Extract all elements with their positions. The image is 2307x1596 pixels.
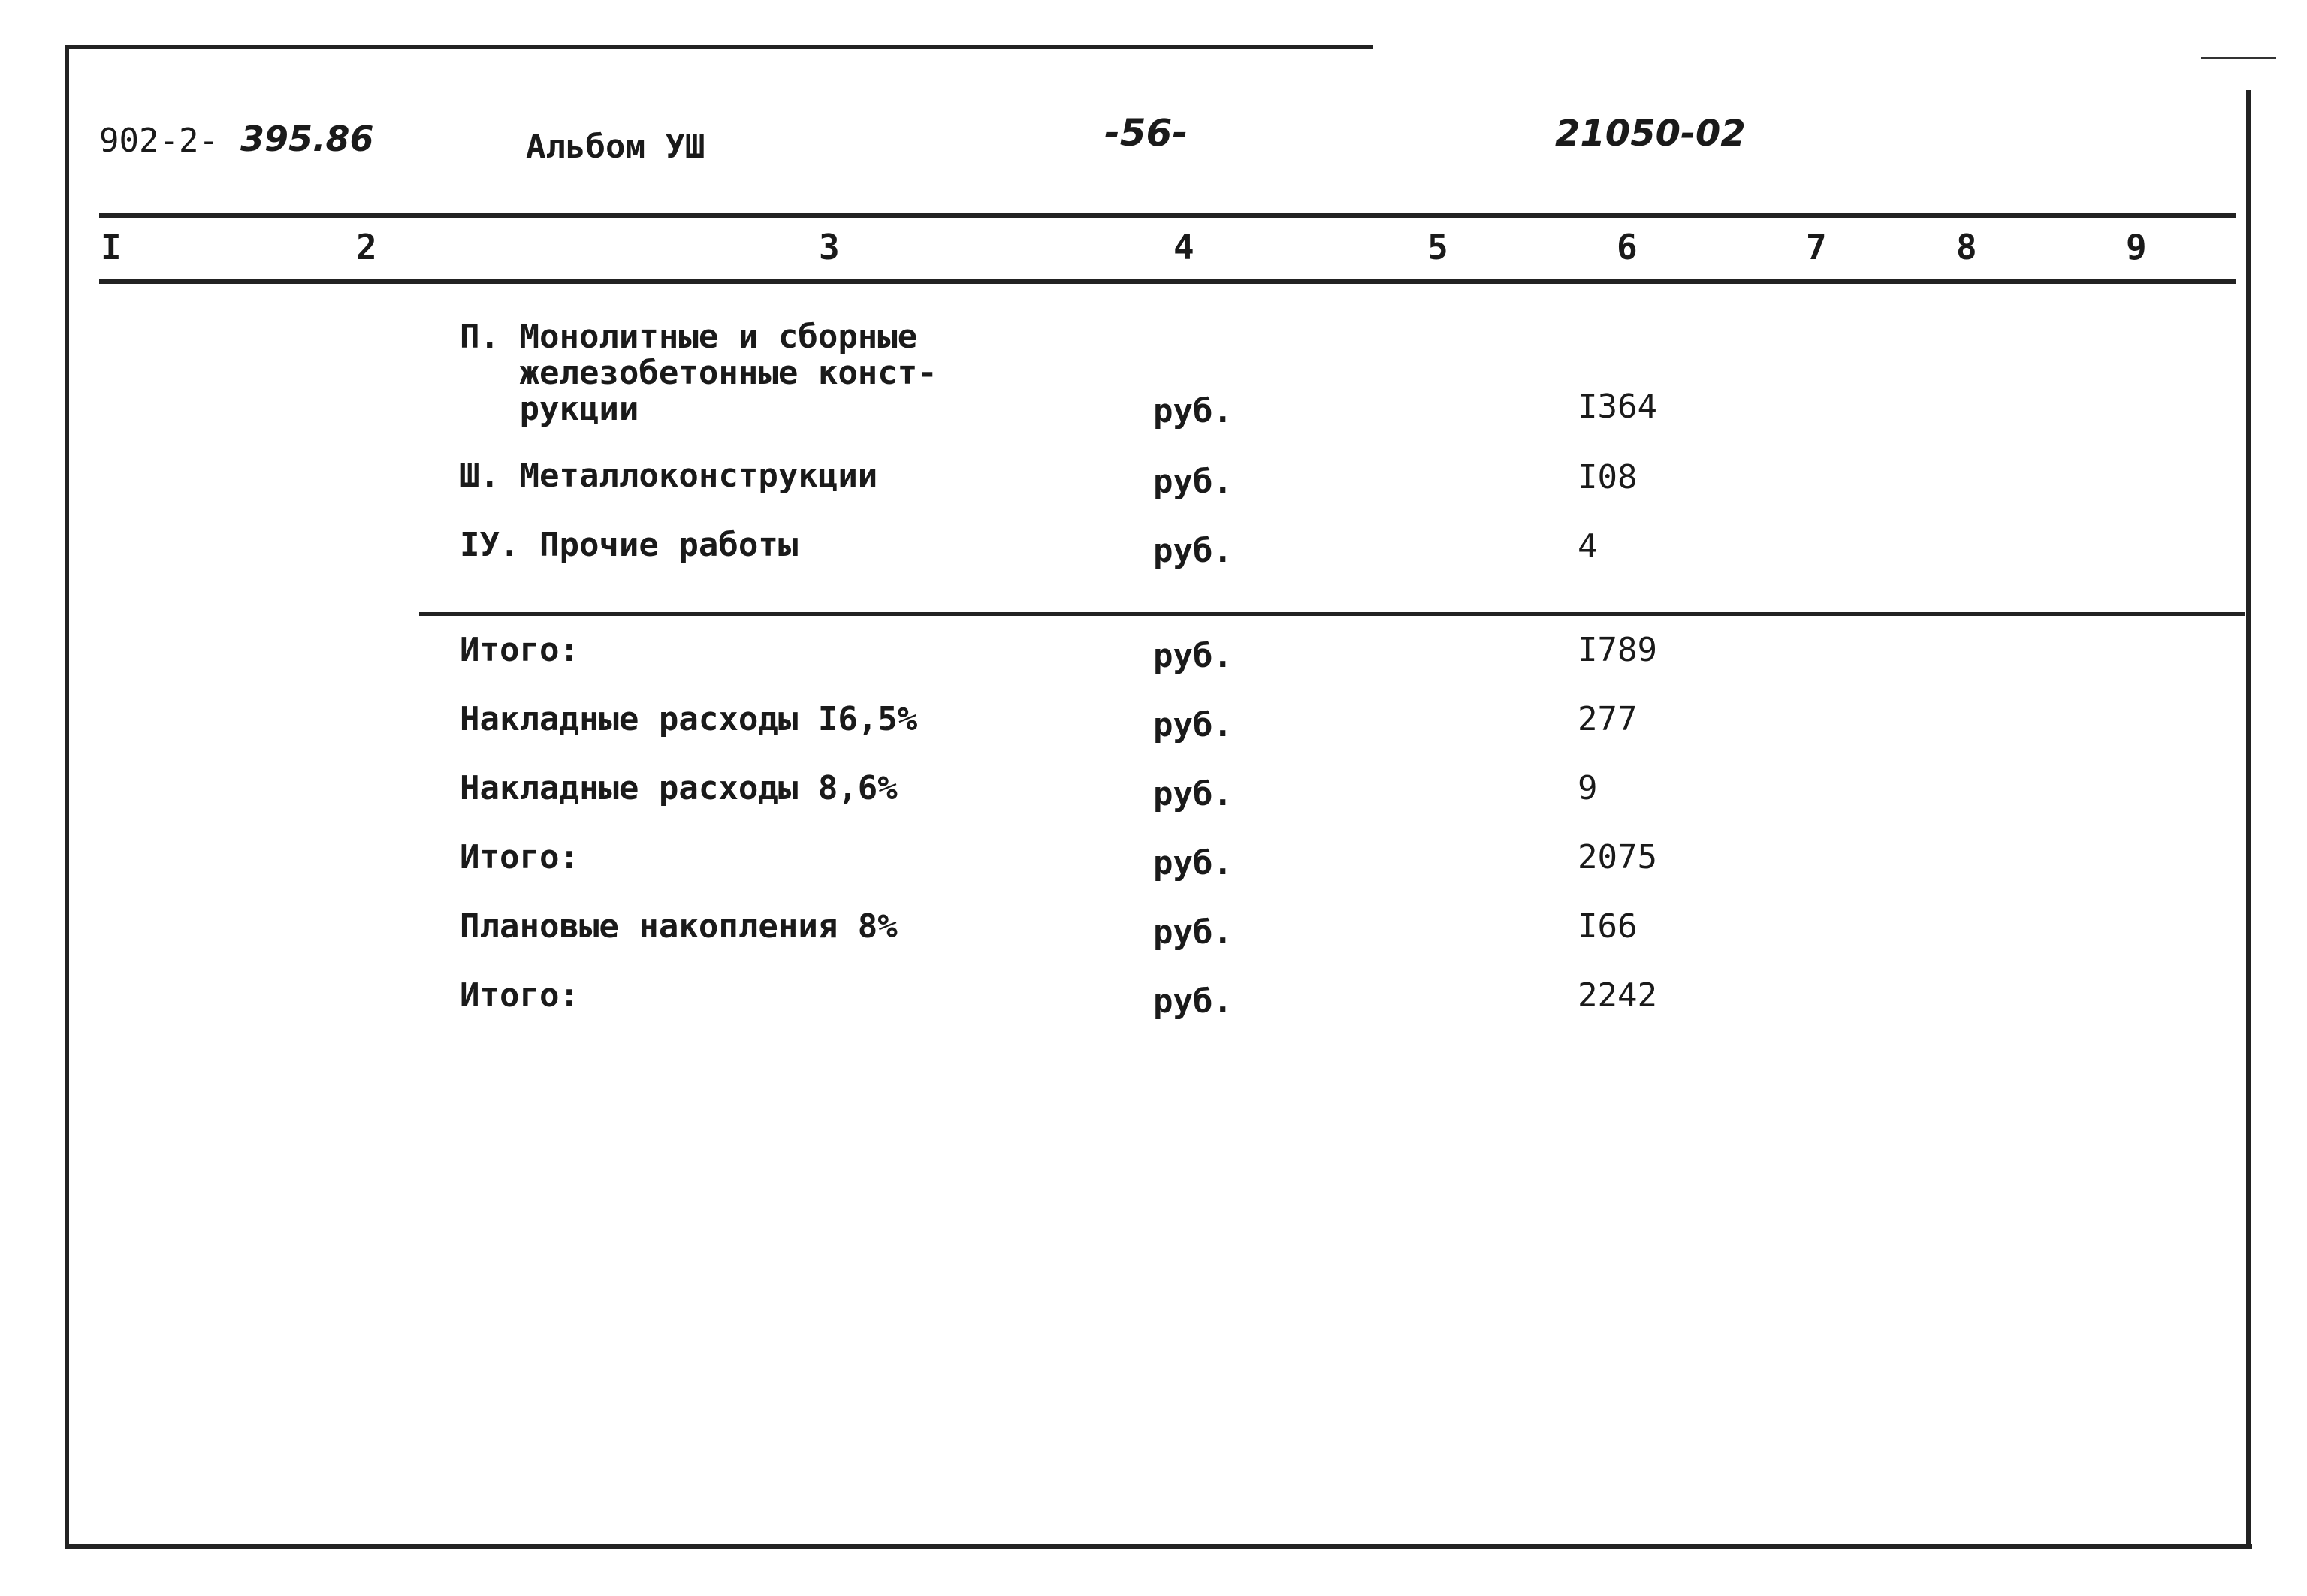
table-row-7-value: 2075	[1578, 838, 1657, 876]
table-row-5-unit: руб.	[1153, 706, 1233, 744]
table-row-4-value: I789	[1578, 631, 1657, 669]
table-row-3-name: IУ. Прочие работы	[460, 526, 799, 564]
frame-right-border	[2246, 90, 2251, 1547]
table-row-7-unit: руб.	[1153, 844, 1233, 882]
column-number-9: 9	[2126, 227, 2147, 267]
subtotal-rule	[419, 612, 2245, 616]
table-row-2-value: I08	[1578, 458, 1638, 496]
table-row-3-value: 4	[1578, 527, 1598, 566]
column-number-5: 5	[1427, 227, 1448, 267]
column-number-2: 2	[356, 227, 377, 267]
drawing-code: 902-2-	[99, 122, 219, 160]
table-row-8-name: Плановые накопления 8%	[460, 907, 898, 946]
table-row-9-unit: руб.	[1153, 982, 1233, 1021]
table-row-7-name: Итого:	[460, 838, 579, 876]
table-row-8-value: I66	[1578, 907, 1638, 946]
table-row-9-name: Итого:	[460, 976, 579, 1015]
frame-left-border	[65, 45, 69, 1547]
table-row-2-unit: руб.	[1153, 463, 1233, 501]
table-row-8-unit: руб.	[1153, 913, 1233, 952]
album-label: Альбом УШ	[526, 128, 705, 166]
table-row-6-name: Накладные расходы 8,6%	[460, 769, 898, 807]
table-row-9-value: 2242	[1578, 976, 1657, 1015]
drawing-code-handwritten: 395.86	[240, 119, 374, 159]
frame-top-stub	[2201, 57, 2276, 59]
table-row-4-name: Итого:	[460, 631, 579, 669]
table-row-5-name: Накладные расходы I6,5%	[460, 700, 918, 738]
column-number-8: 8	[1956, 227, 1977, 267]
frame-top-border	[66, 45, 1373, 49]
table-row-1-unit: руб.	[1153, 392, 1233, 430]
table-row-6-value: 9	[1578, 769, 1598, 807]
table-row-4-unit: руб.	[1153, 637, 1233, 675]
table-row-3-unit: руб.	[1153, 532, 1233, 570]
table-row-2-name: Ш. Металлоконструкции	[460, 457, 878, 495]
column-number-3: 3	[819, 227, 840, 267]
column-number-6: 6	[1617, 227, 1638, 267]
header-rule-bottom	[99, 279, 2236, 284]
table-row-1-name-line-1: П. Монолитные и сборные	[460, 318, 918, 356]
table-row-1-value: I364	[1578, 388, 1657, 426]
page-number: -56-	[1104, 111, 1188, 155]
header-rule-top	[99, 213, 2236, 218]
table-row-6-unit: руб.	[1153, 775, 1233, 813]
table-row-1-name-line-2: железобетонные конст-	[460, 354, 938, 392]
column-number-4: 4	[1173, 227, 1194, 267]
table-row-1-name	[460, 319, 938, 427]
document-number: 21050-02	[1555, 113, 1746, 155]
frame-bottom-border	[65, 1544, 2252, 1549]
table-row-1-name-line-3: рукции	[460, 390, 639, 428]
column-number-1: I	[101, 227, 122, 267]
column-number-7: 7	[1806, 227, 1827, 267]
table-row-5-value: 277	[1578, 700, 1638, 738]
